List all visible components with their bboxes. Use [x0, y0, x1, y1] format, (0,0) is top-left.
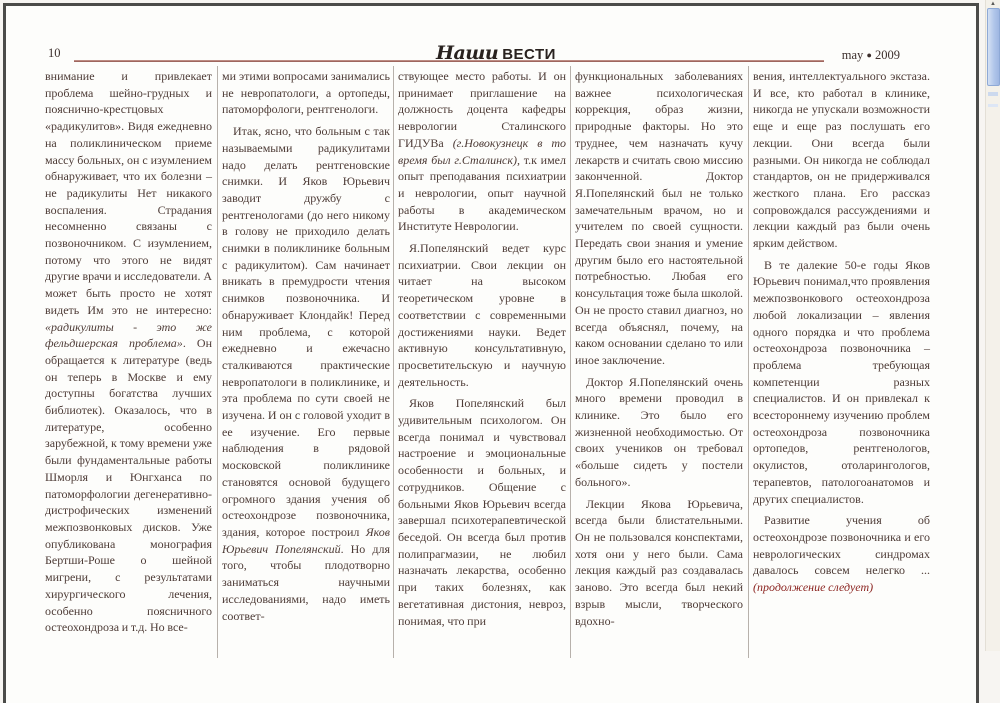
article-columns: [45, 66, 940, 666]
text-run: ствующее место работы. И он принимает приглашение на должность доцента кафедры неврологии Сталинского ГИДУВа: [398, 69, 566, 150]
text-run: вения, интеллектуального экстаза. И все, кто работал в клинике, никогда не упускали возможности еще и еще раз послушать его лекции. Они всегда были разными. Он никогда не соблюдал стандартов, он не придерживался жесткого плана. Его рассказ сопровождался рассуждениями и лекции каждый раз были очень ярким действом.: [753, 69, 930, 251]
text-run: ми этими вопросами занимались не невропатологи, а ортопеды, патоморфологи, рентгенологи.: [222, 69, 390, 117]
text-run: (г.Новокузнецк в то время был г.Сталинск),: [398, 135, 566, 167]
paragraph: [753, 512, 930, 596]
text-column-5: [753, 68, 930, 596]
issue-date: [842, 48, 900, 63]
text-run: Развитие учения об остеохондрозе позвоночника и его неврологических синдромах давалось совсем нелегко ...: [753, 513, 930, 578]
column-divider: [748, 66, 749, 658]
scrollbar-mark: [988, 104, 998, 107]
paragraph: [398, 240, 566, 390]
paragraph: [575, 374, 743, 491]
column-divider: [217, 66, 218, 658]
paragraph: [575, 68, 743, 369]
text-run: «радикулиты - это же фельдшерская проблема»: [45, 319, 212, 351]
paragraph: [222, 68, 390, 118]
text-column-3: [398, 68, 566, 629]
paragraph: [753, 68, 930, 252]
page-content: [6, 6, 976, 703]
newspaper-page: [3, 3, 979, 703]
text-column-4: [575, 68, 743, 629]
text-column-1: [45, 68, 212, 636]
paragraph: [398, 395, 566, 629]
paragraph: [222, 123, 390, 624]
bullet-icon: ●: [866, 50, 872, 60]
text-run: внимание и привлекает проблема шейно-грудных и пояснично-крестцовых «радикулитов». Видя ежедневно на поликлиническом приеме массу больных, он с изумлением обнаруживает, что их болезни – не радикулиты Нет никакого воспаления. Страдания несомненно связаны с позвоночником. С изумлением, потому что этого не видят другие врачи и исследователи. А может быть просто не хотят видеть Им это не интересно:: [45, 69, 212, 317]
masthead-bold-title: ВЕСТИ: [502, 46, 556, 63]
text-run: Итак, ясно, что больным с так называемыми радикулитами надо делать рентгеновские снимки. И Яков Юрьевич заводит дружбу с рентгенологами (до него никому в голову не приходило делать снимки в поликлинике больным с радикулитом). Сам начинает вникать в премудрости чтения снимков позвоночника. И обнаруживает Клондайк! Перед ним проблема, с которой ежедневно и ежечасно сталкиваются практические невропатологи в поликлинике, и эта проблема по сути своей не изучена. И он с головой уходит в ее изучение. Его первые наблюдения в рядовой московской поликлинике становятся основой будущего огромного здания учения об остеохондрозе позвоночника, здания, которое построил: [222, 124, 390, 539]
scrollbar[interactable]: [985, 0, 1000, 651]
masthead: [266, 42, 726, 64]
text-run: В те далекие 50-е годы Яков Юрьевич понимал,что проявления межпозвонкового остеохондроза любой локализации – явления одного порядка и что проблема остеохондроза позвоночника – проблема требующая компетенции разных специалистов. И он привлекал к всестороннему изучению проблем остеохондроза позвоночника ортопедов, рентгенологов, окулистов, отоларингологов, терапевтов, патологоанатомов и других специалистов.: [753, 257, 930, 506]
paragraph: [753, 257, 930, 508]
issue-year: 2009: [875, 48, 900, 62]
text-column-2: [222, 68, 390, 624]
page-number: 10: [48, 46, 61, 60]
text-run: . Он обращается к литературе (ведь он теперь в Москве и ему доступны богатства лучших библиотек). Оказалось, что в литературе, особенно зарубежной, к тому времени уже были фундаментальные работы Шморля и Юнгханса по патоморфологии дегенеративно-дистрофических изменений межпозвонковых дисков. Уже опубликована монография Бертши-Роше о шейной мигрени, с результатами хирургического лечения, особенно поясничного остеохондроза и т.д. Но все-: [45, 336, 212, 635]
paragraph: [398, 68, 566, 235]
text-run: т.к имел опыт преподавания психиатрии и неврологии, опыт научной работы в академическом Институте Неврологии.: [398, 152, 566, 234]
text-run: Лекции Якова Юрьевича, всегда были блистательными. Он не пользовался конспектами, хотя они у него были. Сама лекция каждый раз создавалась заново. Это всегда был некий взрыв мысли, творческого вдохно-: [575, 496, 743, 628]
paragraph: [45, 68, 212, 636]
text-run: (продолжение следует): [753, 580, 874, 595]
text-run: . Но для того, чтобы плодотворно заниматься научными исследованиями, надо иметь соответ-: [222, 541, 390, 623]
scrollbar-thumb[interactable]: [987, 8, 1000, 86]
column-divider: [570, 66, 571, 658]
text-run: Доктор Я.Попелянский очень много времени проводил в клинике. Это было его жизненной необходимостью. От своих учеников он требовал «больше сидеть у постели больного».: [575, 374, 743, 489]
text-run: функциональных заболеваниях важнее психологическая коррекция, образ жизни, природные факторы. Но это труднее, чем назначать кучу лекарств и считать свою миссию законченной. Доктор Я.Попелянский был не только замечательным врачом, но и учителем по своей сущности. Передать свои знания и умение другим было его настоятельной потребностью. Любая его консультация тоже была школой. Он не просто ставил диагноз, но всегда объяснял, почему, на каком основании сделано то или иное заключение.: [575, 69, 743, 367]
scrollbar-mark: [988, 92, 998, 96]
text-run: Я.Попелянский ведет курс психиатрии. Свои лекции он читает на высоком теоретическом уровне в соответствии с современными достижениями науки. Ведет активную консультативную, просветительскую и научную деятельность.: [398, 241, 566, 389]
scroll-up-arrow-icon[interactable]: ▲: [990, 1, 996, 7]
text-run: Яков Попелянский был удивительным психологом. Он всегда понимал и чувствовал настроение и эмоциональные особенности и больных, и сотрудников. Общение с больными Яков Юрьевич всегда завершал психотерапевтической беседой. Он всегда был против полипрагмазии, не любил назначать лекарства, особенно при таких болезнях, как вегетативная дистония, невроз, понимая, что при: [398, 396, 566, 628]
column-divider: [393, 66, 394, 658]
text-run: Яков Юрьевич Попелянский: [222, 524, 390, 556]
paragraph: [575, 496, 743, 630]
issue-month: may: [841, 48, 864, 62]
masthead-script-title: Наши: [436, 42, 499, 64]
